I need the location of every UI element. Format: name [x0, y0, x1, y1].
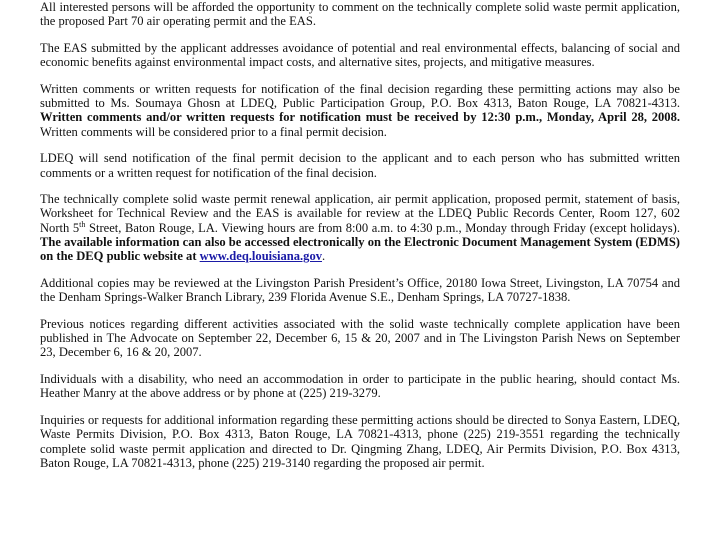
ordinal-suffix: th [79, 219, 86, 229]
paragraph-written-comments [40, 82, 680, 139]
paragraph-eas-summary: The EAS submitted by the applicant addresses avoidance of potential and real environmental effects, balancing of social and economic benefits against environmental impact costs, and alternative sites, projects, and mitigative measures. [40, 40, 680, 70]
paragraph-accommodation: Individuals with a disability, who need an accommodation in order to participate in the public hearing, should contact Ms. Heather Manry at the above address or by phone at (225) 219-3279. [40, 372, 680, 401]
viewing-hours-text: Street, Baton Rouge, LA. Viewing hours are from 8:00 a.m. to 4:30 p.m., Monday through Friday (except holidays). [89, 220, 680, 235]
paragraph-notification: LDEQ will send notification of the final permit decision to the applicant and to each person who has submitted written comments or a written request for notification of the final decision. [40, 151, 680, 180]
written-comments-note: Written comments will be considered prior to a final permit decision. [40, 124, 387, 139]
deq-website-link[interactable]: www.deq.louisiana.gov [199, 249, 323, 264]
written-comments-text: Written comments or written requests for notification of the final decision regarding these permitting actions may also be submitted to Ms. Soumaya Ghosn at LDEQ, Public Participation Group, P.O. Box 4313, Baton Rouge, LA 70821-4313. [40, 81, 680, 111]
availability-end: . [322, 249, 326, 264]
paragraph-availability [40, 192, 680, 263]
document-page [40, 0, 680, 482]
paragraph-additional-copies: Additional copies may be reviewed at the Livingston Parish President’s Office, 20180 Iowa Street, Livingston, LA 70754 and the Denham Springs-Walker Branch Library, 239 Florida Avenue S.E., Denham Springs, LA 70727-1838. [40, 275, 680, 305]
edms-notice-text: The available information can also be accessed electronically on the Electronic Document Management System (EDMS) on the DEQ public website at [40, 235, 680, 264]
paragraph-previous-notices: Previous notices regarding different activities associated with the solid waste technically complete application have been published in The Advocate on September 22, December 6, 15 & 20, 2007 and in The Livingston Parish News on September 23, December 6, 16 & 20, 2007. [40, 316, 680, 360]
comment-deadline-text: Written comments and/or written requests for notification must be received by 12:30 p.m., Monday, April 28, 2008. [40, 110, 680, 125]
paragraph-comment-opportunity: All interested persons will be afforded the opportunity to comment on the technically complete solid waste permit application, the proposed Part 70 air operating permit and the EAS. [40, 0, 680, 29]
availability-text: The technically complete solid waste permit renewal application, air permit application, proposed permit, statement of basis, Worksheet for Technical Review and the EAS is available for review at the LDEQ Public Records Center, Room 127, 602 North 5 [40, 192, 680, 235]
paragraph-inquiries: Inquiries or requests for additional information regarding these permitting actions should be directed to Sonya Eastern, LDEQ, Waste Permits Division, P.O. Box 4313, Baton Rouge, LA 70821-4313, phone (225) 219-3551 regarding the technically complete solid waste permit application and directed to Dr. Qingming Zhang, LDEQ, Air Permits Division, P.O. Box 4313, Baton Rouge, LA 70821-4313, phone (225) 219-3140 regarding the proposed air permit. [40, 412, 680, 470]
